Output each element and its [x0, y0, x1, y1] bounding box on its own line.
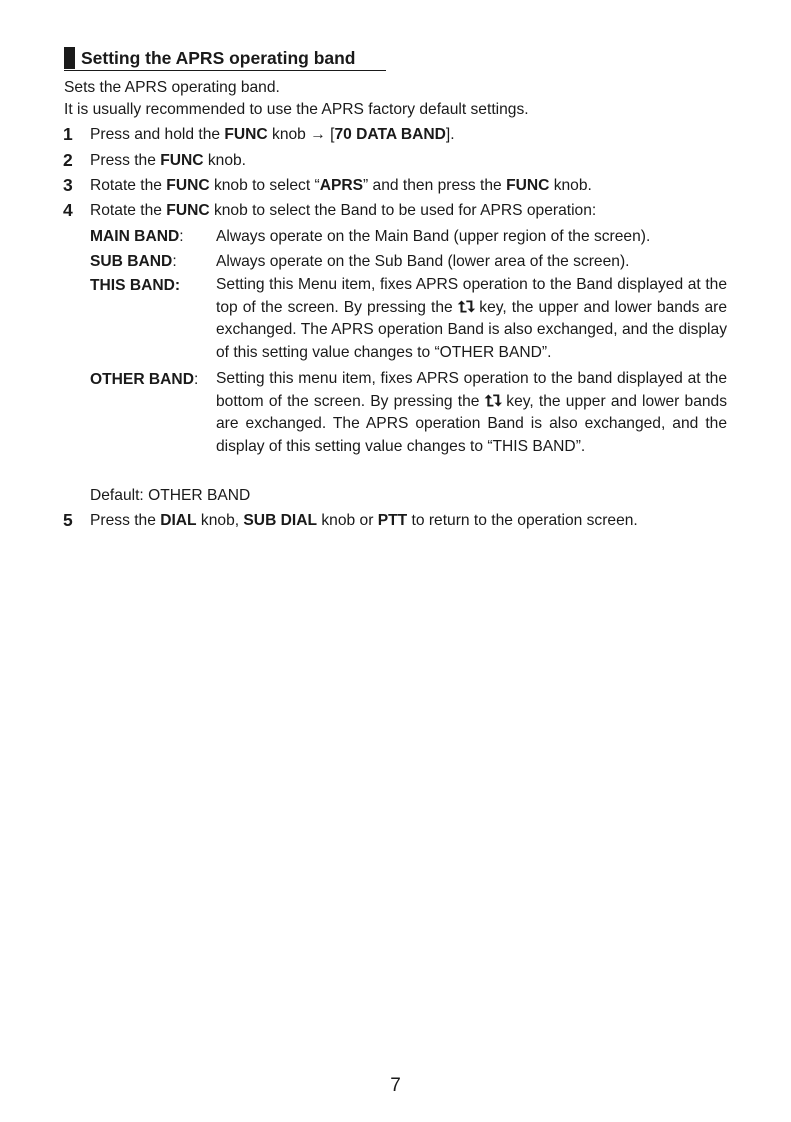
- step-5-text: Press the DIAL knob, SUB DIAL knob or PTT to return to the operation screen.: [90, 512, 638, 529]
- intro-line-2: It is usually recommended to use the APRS factory default settings.: [64, 101, 529, 118]
- option-term-this-band: THIS BAND:: [90, 277, 181, 294]
- step-3-text: Rotate the FUNC knob to select “APRS” and then press the FUNC knob.: [90, 177, 592, 194]
- step-number: 3: [63, 175, 73, 195]
- option-term-main-band: MAIN BAND:: [90, 228, 184, 245]
- option-term-other-band: OTHER BAND:: [90, 371, 199, 388]
- step-number: 5: [63, 510, 73, 530]
- heading-marker: [64, 47, 75, 69]
- step-2-text: Press the FUNC knob.: [90, 152, 246, 169]
- step-4-text: Rotate the FUNC knob to select the Band to be used for APRS operation:: [90, 202, 597, 219]
- step-number: 4: [63, 200, 73, 220]
- option-desc-other-band: Setting this menu item, fixes APRS operation to the band displayed at the bottom of the screen. By pressing the ⮤⮧ key, the upper and lower bands are exchanged. The APRS operation Band is also exchanged, and the display of this setting value changes to “THIS BAND”.: [216, 370, 728, 456]
- section-heading: [64, 47, 386, 71]
- option-term-sub-band: SUB BAND:: [90, 253, 177, 270]
- default-value: Default: OTHER BAND: [90, 487, 251, 504]
- option-desc-sub-band: Always operate on the Sub Band (lower area of the screen).: [216, 253, 630, 270]
- option-desc-this-band: Setting this Menu item, fixes APRS operation to the Band displayed at the top of the screen. By pressing the ⮤⮧ key, the upper and lower bands are exchanged. The APRS operation Band is also exchanged, and the display of this setting value changes to “OTHER BAND”.: [216, 276, 727, 362]
- band-swap-key-icon: ⮤⮧: [457, 298, 475, 316]
- step-number: 1: [63, 124, 73, 144]
- option-desc-main-band: Always operate on the Main Band (upper region of the screen).: [216, 228, 651, 245]
- band-swap-key-icon: ⮤⮧: [484, 392, 502, 410]
- step-1-text: Press and hold the FUNC knob → [70 DATA BAND].: [90, 126, 455, 143]
- page-number: 7: [390, 1075, 401, 1096]
- step-number: 2: [63, 150, 73, 170]
- intro-line-1: Sets the APRS operating band.: [64, 79, 280, 96]
- section-title: Setting the APRS operating band: [81, 48, 356, 68]
